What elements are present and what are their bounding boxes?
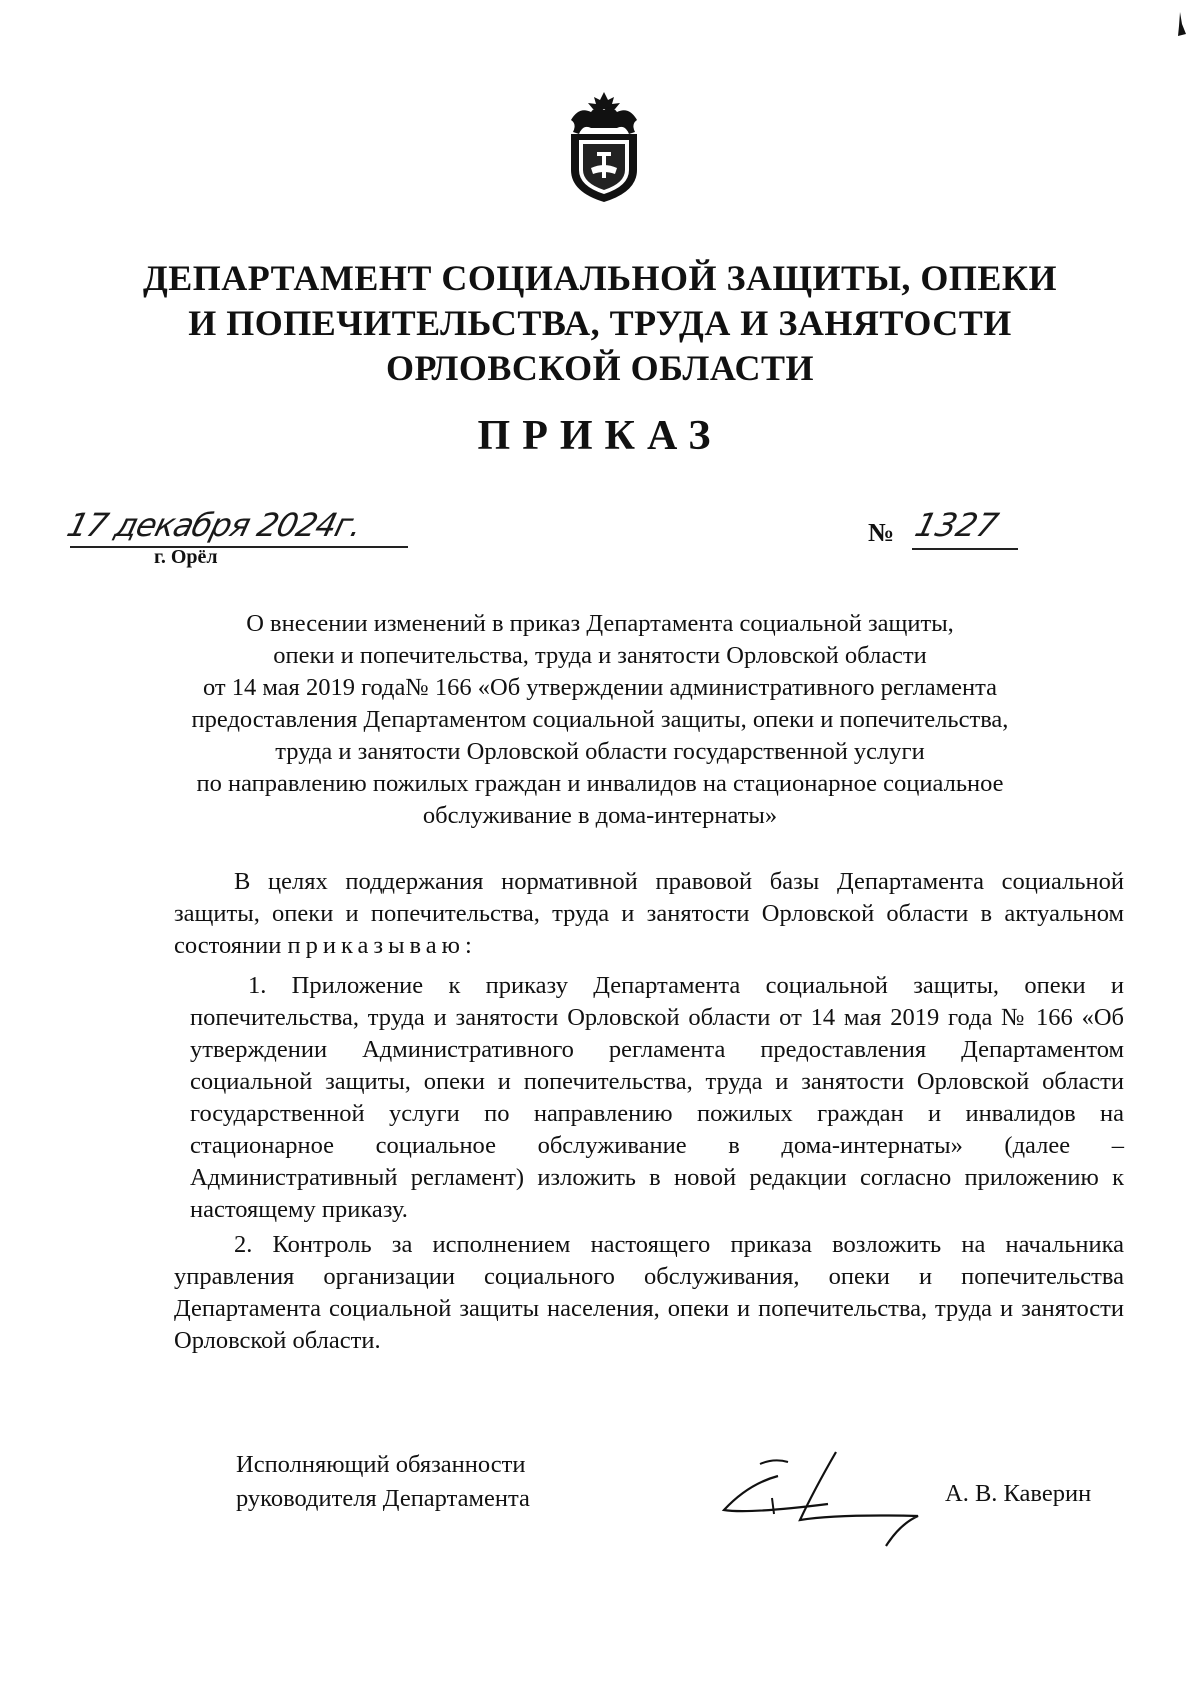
city-label: г. Орёл [154, 546, 218, 568]
preamble-text: В целях поддержания нормативной правовой базы Департамента социальной защиты, опеки и попечительства, труда и занятости Орловской области в актуальном состоянии [174, 868, 1124, 959]
number-block [868, 506, 1028, 556]
handwritten-signature [718, 1440, 928, 1548]
clause-2-paragraph: 2. Контроль за исполнением настоящего приказа возложить на начальника управления организации социального обслуживания, опеки и попечительства Департамента социальной защиты населения, опеки и попечительства, труда и занятости Орловской области. [174, 1231, 1124, 1354]
clause-1-paragraph: 1. Приложение к приказу Департамента социальной защиты, опеки и попечительства, труда и занятости Орловской области от 14 мая 2019 года № 166 «Об утверждении Административного регламента предоставления Департаментом социальной защиты, опеки и попечительства, труда и занятости Орловской области государственной услуги по направлению пожилых граждан и инвалидов на стационарное социальное обслуживание в дома-интернаты» (далее – Административный регламент) изложить в новой редакции согласно приложению к настоящему приказу. [190, 972, 1124, 1223]
subject-line: О внесении изменений в приказ Департамента социальной защиты, [246, 610, 954, 637]
subject-line: предоставления Департаментом социальной защиты, опеки и попечительства, [191, 706, 1009, 733]
corner-mark-icon [1170, 10, 1188, 40]
subject-line: труда и занятости Орловской области государственной услуги [275, 738, 925, 765]
signatory-name: А. В. Каверин [945, 1480, 1092, 1507]
date-underline [70, 546, 408, 548]
order-subject [130, 608, 1070, 832]
signatory-title-line-1: Исполняющий обязанности [236, 1451, 526, 1478]
subject-line: по направлению пожилых граждан и инвалидов на стационарное социальное [196, 770, 1004, 797]
number-underline [912, 548, 1018, 550]
number-sign: № [868, 518, 895, 547]
department-name-line-3: ОРЛОВСКОЙ ОБЛАСТИ [385, 348, 815, 388]
subject-line: опеки и попечительства, труда и занятости Орловской области [273, 642, 927, 669]
department-name-line-1: ДЕПАРТАМЕНТ СОЦИАЛЬНОЙ ЗАЩИТЫ, ОПЕКИ [142, 258, 1058, 298]
subject-line: от 14 мая 2019 года№ 166 «Об утверждении административного регламента [202, 674, 998, 701]
coat-of-arms-icon [553, 90, 655, 208]
handwritten-number: 1327 [911, 506, 1003, 544]
preamble-colon: : [464, 932, 472, 959]
handwritten-date: 17 декабря 2024г. [63, 506, 366, 544]
signatory-title [236, 1448, 530, 1516]
document-type-title: ПРИКАЗ [477, 413, 723, 459]
order-word: приказываю [287, 932, 465, 959]
signatory-title-line-2: руководителя Департамента [236, 1485, 530, 1512]
subject-line: обслуживание в дома-интернаты» [422, 802, 778, 829]
date-block [63, 506, 428, 568]
department-name-line-2: И ПОПЕЧИТЕЛЬСТВА, ТРУДА И ЗАНЯТОСТИ [188, 303, 1012, 343]
preamble-paragraph [174, 866, 1124, 962]
